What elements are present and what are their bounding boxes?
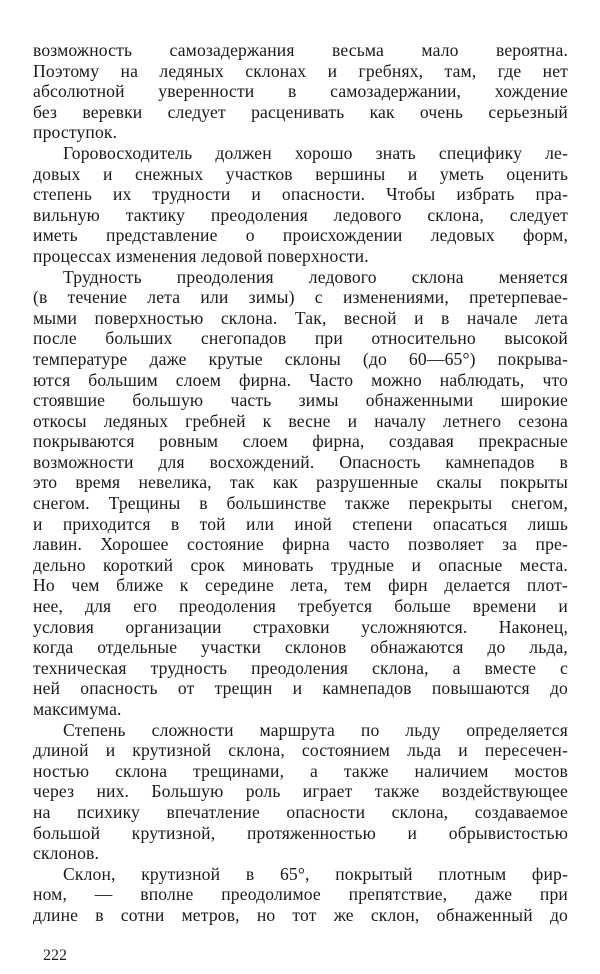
text-line: Трудность преодоления ледового склона меняется xyxy=(63,266,568,287)
text-line: техническая трудность преодоления склона, а вместе с xyxy=(33,657,568,678)
text-line: максимума. xyxy=(33,699,122,719)
text-line: покрываются ровным слоем фирна, создавая прекрасные xyxy=(33,431,568,452)
text-line: температуре даже крутые склоны (до 60—65°) покрыва- xyxy=(33,348,568,369)
text-line: длине в сотни метров, но тот же склон, обнаженный до xyxy=(33,904,568,925)
paragraph xyxy=(33,40,568,143)
page-number: 222 xyxy=(43,947,67,964)
text-line: снегом. Трещины в большинстве также перекрыты снегом, xyxy=(33,493,568,514)
paragraph xyxy=(33,143,568,267)
text-line: процессах изменения ледовой поверхности. xyxy=(33,245,369,266)
text-line: Склон, крутизной в 65°, покрытый плотным фир- xyxy=(63,863,568,884)
text-line: и приходится в той или иной степени опасаться лишь xyxy=(33,513,568,534)
paragraph xyxy=(33,864,568,926)
text-line: на психику впечатление опасности склона, создаваемое xyxy=(33,801,568,822)
paragraph xyxy=(33,720,568,864)
text-line: условия организации страховки усложняются. Наконец, xyxy=(33,616,568,637)
page-body xyxy=(33,40,568,926)
text-line: возможность самозадержания весьма мало вероятна. xyxy=(33,40,568,60)
text-line: вильную тактику преодоления ледового склона, следует xyxy=(33,204,568,225)
text-line: стоявшие большую часть зимы обнаженными широкие xyxy=(33,390,568,411)
text-line: после больших снегопадов при относительно высокой xyxy=(33,328,568,349)
text-line: ней опасность от трещин и камнепадов повышаются до xyxy=(33,678,568,699)
text-line: ются большим слоем фирна. Часто можно наблюдать, что xyxy=(33,369,568,390)
text-line: большой крутизной, протяженностью и обрывистостью xyxy=(33,822,568,843)
text-line: проступок. xyxy=(33,122,118,143)
text-line: без веревки следует расценивать как очень серьезный xyxy=(33,101,568,122)
text-line: Но чем ближе к середине лета, тем фирн делается плот- xyxy=(33,575,568,596)
text-line: ностью склона трещинами, а также наличием мостов xyxy=(33,760,568,781)
text-line: мыми поверхностью склона. Так, весной и в начале лета xyxy=(33,307,568,328)
text-line: (в течение лета или зимы) с изменениями, претерпевае- xyxy=(33,287,568,308)
text-line: степень их трудности и опасности. Чтобы избрать пра- xyxy=(33,184,568,205)
text-line: абсолютной уверенности в самозадержании, хождение xyxy=(33,81,568,102)
text-line: Степень сложности маршрута по льду определяется xyxy=(63,719,568,740)
text-line: довых и снежных участков вершины и уметь оценить xyxy=(33,163,568,184)
text-line: иметь представление о происхождении ледовых форм, xyxy=(33,225,568,246)
text-line: длиной и крутизной склона, состоянием льда и пересечен- xyxy=(33,740,568,761)
text-line: через них. Большую роль играет также воздействующее xyxy=(33,781,568,802)
text-line: возможности для восхождений. Опасность камнепадов в xyxy=(33,451,568,472)
text-line: Поэтому на ледяных склонах и гребнях, там, где нет xyxy=(33,60,568,81)
text-line: нее, для его преодоления требуется больше времени и xyxy=(33,596,568,617)
text-line: ном, — вполне преодолимое препятствие, даже при xyxy=(33,884,568,905)
paragraph xyxy=(33,267,568,720)
text-line: дельно короткий срок миновать трудные и опасные места. xyxy=(33,554,568,575)
text-line: Горовосходитель должен хорошо знать специфику ле- xyxy=(63,142,568,163)
text-line: лавин. Хорошее состояние фирна часто позволяет за пре- xyxy=(33,534,568,555)
text-line: склонов. xyxy=(33,843,100,864)
text-line: когда отдельные участки склонов обнажаются до льда, xyxy=(33,637,568,658)
text-line: откосы ледяных гребней к весне и началу летнего сезона xyxy=(33,410,568,431)
text-line: это время невелика, так как разрушенные скалы покрыты xyxy=(33,472,568,493)
